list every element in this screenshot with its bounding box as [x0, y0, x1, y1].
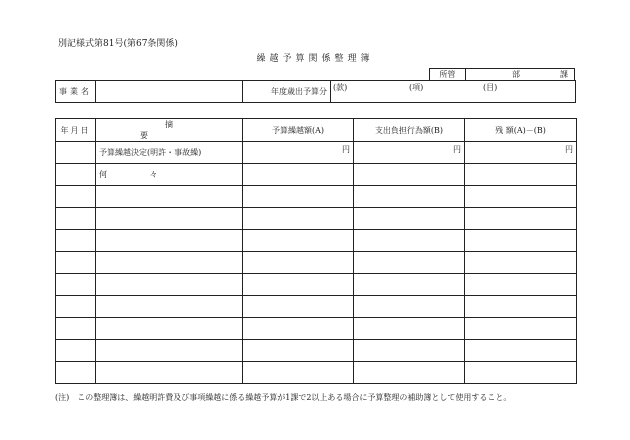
- carryover-cell[interactable]: [243, 340, 354, 362]
- col-carryover: 予算繰越額(A): [243, 119, 354, 142]
- summary-cell[interactable]: [96, 362, 243, 384]
- balance-cell[interactable]: [465, 230, 577, 252]
- table-row: [56, 230, 577, 252]
- budget-item-cell[interactable]: [331, 81, 576, 103]
- expenditure-cell[interactable]: [354, 318, 465, 340]
- summary-cell[interactable]: [96, 186, 243, 208]
- table-row: [56, 186, 577, 208]
- expenditure-cell[interactable]: [354, 362, 465, 384]
- document-title: 繰越予算関係整理簿: [256, 54, 374, 64]
- expenditure-cell[interactable]: [354, 252, 465, 274]
- summary-cell[interactable]: [96, 230, 243, 252]
- carryover-cell[interactable]: [243, 142, 354, 164]
- department-bu: 部: [512, 70, 520, 79]
- col-summary: 摘要: [96, 119, 243, 142]
- balance-cell[interactable]: [465, 318, 577, 340]
- expenditure-cell[interactable]: [354, 164, 465, 186]
- kou-label: (項): [409, 83, 424, 92]
- summary-cell[interactable]: [96, 296, 243, 318]
- carryover-cell[interactable]: [243, 186, 354, 208]
- table-row: [56, 208, 577, 230]
- col-date: 年月日: [56, 119, 96, 142]
- expenditure-cell[interactable]: [354, 296, 465, 318]
- date-cell[interactable]: [56, 252, 96, 274]
- col-balance: 残 額(A)－(B): [465, 119, 577, 142]
- date-cell[interactable]: [56, 142, 96, 164]
- carryover-cell[interactable]: [243, 252, 354, 274]
- table-row: [56, 274, 577, 296]
- project-label-cell: [56, 81, 96, 103]
- carryover-cell[interactable]: [243, 362, 354, 384]
- kan-label: (款): [333, 83, 348, 92]
- carryover-cell[interactable]: [243, 296, 354, 318]
- summary-cell[interactable]: [96, 274, 243, 296]
- date-cell[interactable]: [56, 230, 96, 252]
- department-label: 所管: [430, 69, 466, 80]
- carryover-cell[interactable]: [243, 208, 354, 230]
- balance-cell[interactable]: [465, 362, 577, 384]
- balance-cell[interactable]: [465, 340, 577, 362]
- table-row: [56, 362, 577, 384]
- expenditure-cell[interactable]: [354, 186, 465, 208]
- balance-cell[interactable]: [465, 252, 577, 274]
- summary-cell[interactable]: [96, 340, 243, 362]
- col-expenditure: 支出負担行為額(B): [354, 119, 465, 142]
- ledger-table: [55, 118, 577, 384]
- budget-label-cell: [243, 81, 331, 103]
- table-row: [56, 318, 577, 340]
- balance-cell[interactable]: [465, 186, 577, 208]
- table-row: [56, 296, 577, 318]
- summary-cell[interactable]: 何 々: [96, 164, 243, 186]
- carryover-cell[interactable]: [243, 274, 354, 296]
- table-row: [56, 252, 577, 274]
- expenditure-cell[interactable]: [354, 274, 465, 296]
- date-cell[interactable]: [56, 340, 96, 362]
- expenditure-cell[interactable]: [354, 142, 465, 164]
- balance-cell[interactable]: [465, 274, 577, 296]
- table-row: [56, 142, 577, 164]
- summary-cell[interactable]: [96, 208, 243, 230]
- project-value-cell[interactable]: [96, 81, 243, 103]
- date-cell[interactable]: [56, 318, 96, 340]
- summary-cell[interactable]: 予算繰越決定(明許・事故繰): [96, 142, 243, 164]
- date-cell[interactable]: [56, 186, 96, 208]
- date-cell[interactable]: [56, 208, 96, 230]
- summary-cell[interactable]: [96, 252, 243, 274]
- form-reference: 別記様式第81号(第67条関係): [58, 39, 178, 49]
- expenditure-cell[interactable]: [354, 230, 465, 252]
- footnote: (注) この整理簿は、繰越明許費及び事項繰越に係る繰越予算が1課で2以上ある場合に予算整理の補助簿として使用すること。: [55, 393, 512, 402]
- balance-cell[interactable]: [465, 142, 577, 164]
- carryover-cell[interactable]: [243, 318, 354, 340]
- date-cell[interactable]: [56, 296, 96, 318]
- balance-cell[interactable]: [465, 208, 577, 230]
- yen-unit: 円: [565, 145, 573, 154]
- expenditure-cell[interactable]: [354, 208, 465, 230]
- date-cell[interactable]: [56, 164, 96, 186]
- summary-cell[interactable]: [96, 318, 243, 340]
- budget-label: 年度歳出予算分: [271, 87, 327, 96]
- header-table: [55, 80, 576, 103]
- expenditure-cell[interactable]: [354, 340, 465, 362]
- table-row: [56, 164, 577, 186]
- department-box: [429, 68, 575, 80]
- column-header-row: [56, 119, 577, 142]
- balance-cell[interactable]: [465, 164, 577, 186]
- date-cell[interactable]: [56, 274, 96, 296]
- carryover-cell[interactable]: [243, 164, 354, 186]
- balance-cell[interactable]: [465, 296, 577, 318]
- moku-label: (目): [483, 83, 498, 92]
- yen-unit: 円: [453, 145, 461, 154]
- table-row: [56, 340, 577, 362]
- department-ka: 課: [560, 70, 568, 79]
- carryover-cell[interactable]: [243, 230, 354, 252]
- yen-unit: 円: [342, 145, 350, 154]
- date-cell[interactable]: [56, 362, 96, 384]
- project-label: 事業名: [59, 87, 92, 96]
